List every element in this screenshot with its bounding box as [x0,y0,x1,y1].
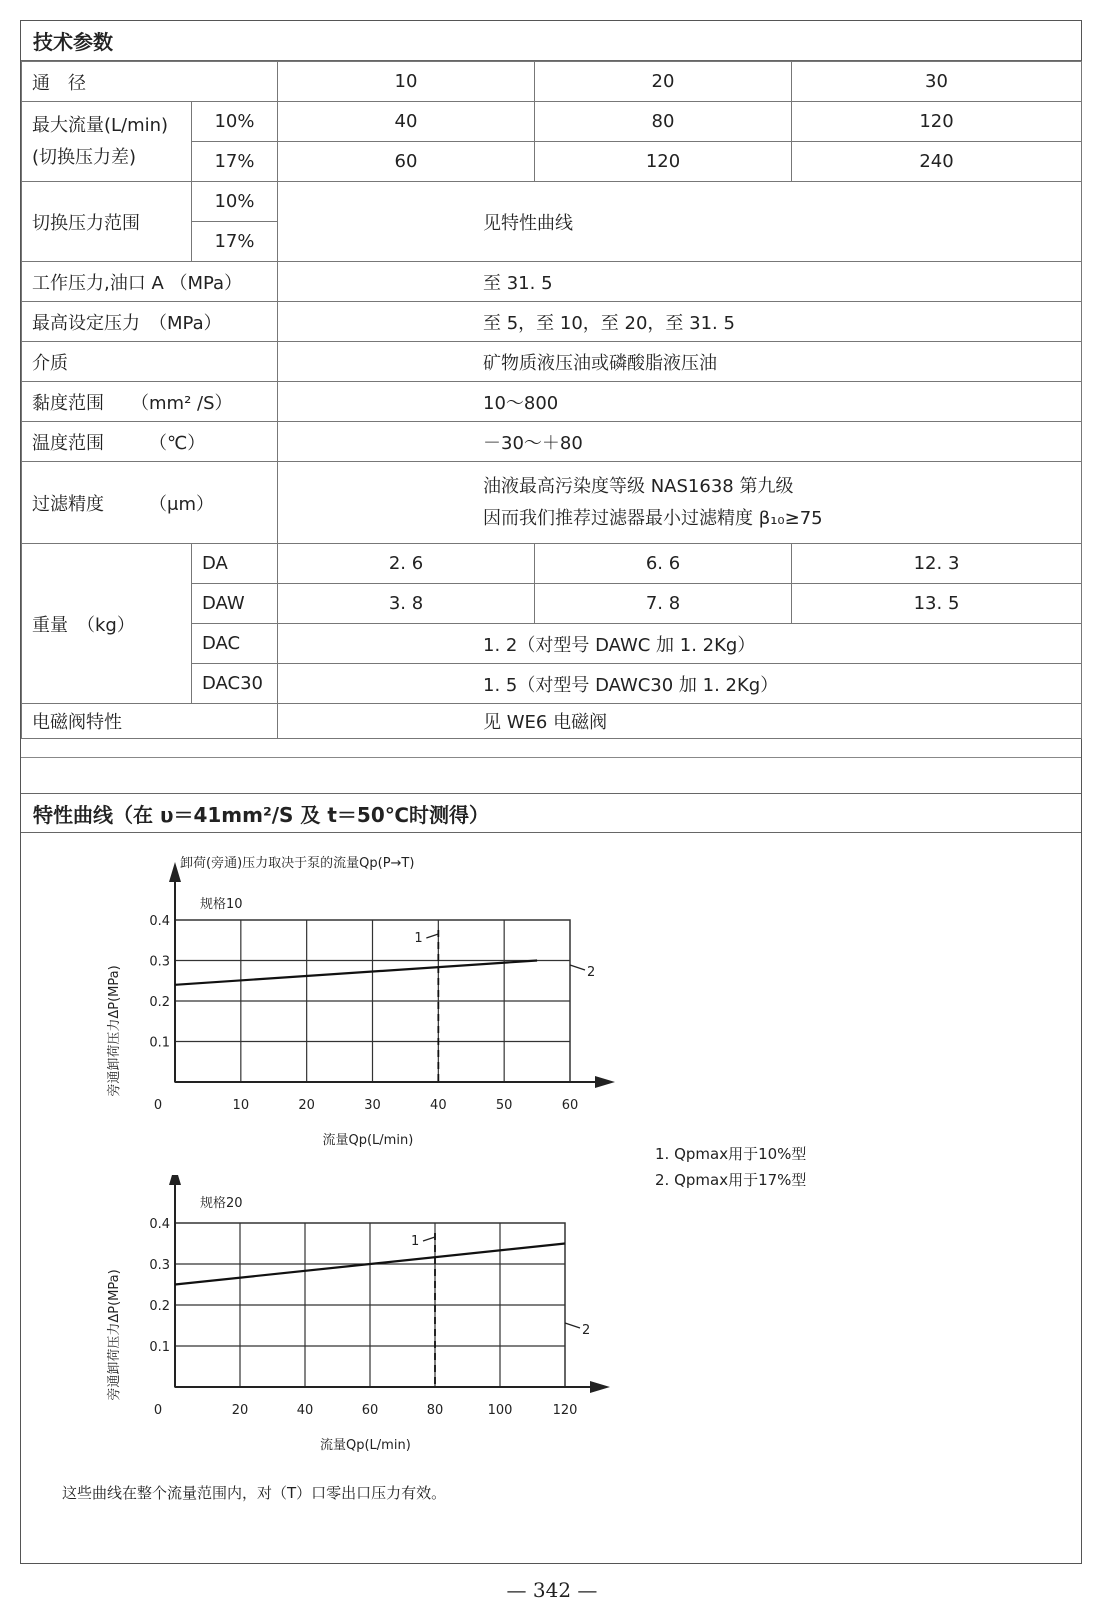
table-cell: 至 31. 5 [278,262,1082,302]
row-label: 介质 [22,342,278,382]
chart-svg [80,1175,640,1465]
x-tick-label: 50 [495,1098,513,1113]
x-tick-label: 0 [153,1403,163,1418]
chart-size-20 [80,1175,640,1465]
table-cell: 2. 6 [278,544,535,584]
table-cell: 1. 5（对型号 DAWC30 加 1. 2Kg） [278,664,1082,704]
annotation-label: 1 [414,931,423,946]
table-cell: 12. 3 [792,544,1082,584]
table-cell: 120 [792,102,1082,142]
x-tick-label: 10 [232,1098,250,1113]
y-tick-label: 0.2 [149,1299,170,1314]
y-tick-label: 0.2 [149,995,170,1010]
sub-label: DA [192,544,278,584]
row-label: 重量 （kg） [22,544,192,704]
row-label: 黏度范围 （mm² /S） [22,382,278,422]
chart-subtitle: 规格10 [200,897,243,912]
annotation-label: 2 [587,965,596,980]
table-cell: 6. 6 [535,544,792,584]
row-label: 切换压力范围 [22,182,192,262]
x-tick-label: 20 [298,1098,315,1113]
x-tick-label: 40 [296,1403,314,1418]
table-cell: 1. 2（对型号 DAWC 加 1. 2Kg） [278,624,1082,664]
x-axis-label: 流量Qp(L/min) [322,1133,414,1148]
annotation-leader [426,934,438,938]
page-number: — 342 — [506,1578,598,1602]
table-cell: 60 [278,142,535,182]
legend-note: 1. Qpmax用于10%型 [655,1145,807,1163]
table-row [22,342,1082,382]
sub-label: 17% [192,142,278,182]
table-cell: 3. 8 [278,584,535,624]
sub-label: DAC30 [192,664,278,704]
sub-label: DAC [192,624,278,664]
table-cell: 至 5，至 10，至 20，至 31. 5 [278,302,1082,342]
table-row [22,182,1082,222]
y-tick-label: 0.3 [149,954,170,970]
table-row [22,102,1082,142]
x-tick-label: 60 [361,1403,379,1418]
footer-note: 这些曲线在整个流量范围内，对（T）口零出口压力有效。 [62,1484,447,1502]
table-cell: 见 WE6 电磁阀 [278,704,1082,739]
table-row [22,62,1082,102]
y-axis-label: 旁通卸荷压力ΔP(MPa) [107,965,122,1097]
x-tick-label: 30 [364,1098,381,1113]
y-axis-label: 旁通卸荷压力ΔP(MPa) [107,1269,122,1401]
chart-svg [80,845,640,1170]
chart-title: 卸荷(旁通)压力取决于泵的流量Qp(P→T) [180,856,415,871]
table-row [22,262,1082,302]
y-tick-label: 0.1 [149,1035,170,1051]
x-tick-label: 0 [153,1098,163,1113]
legend-note: 2. Qpmax用于17%型 [655,1171,807,1189]
table-cell: 80 [535,102,792,142]
divider [21,757,1081,758]
label-line: 最大流量(L/min) [32,114,169,136]
table-cell: 10 [278,62,535,102]
section-title: 技术参数 [21,21,1081,61]
y-tick-label: 0.3 [149,1258,170,1273]
table-row [22,422,1082,462]
sub-label: DAW [192,584,278,624]
x-axis-arrow [590,1381,610,1393]
x-tick-label: 120 [552,1403,578,1418]
annotation-label: 2 [582,1323,591,1338]
x-tick-label: 80 [426,1403,444,1418]
annotation-leader [565,1323,580,1328]
x-tick-label: 100 [487,1403,513,1418]
row-label: 工作压力,油口 A （MPa） [22,262,278,302]
table-row [22,382,1082,422]
x-axis-arrow [595,1076,615,1088]
spec-table [21,61,1082,739]
sub-label: 10% [192,182,278,222]
table-cell: 240 [792,142,1082,182]
row-label: 电磁阀特性 [22,704,278,739]
sub-label: 10% [192,102,278,142]
table-cell: 20 [535,62,792,102]
annotation-leader [570,965,585,970]
table-cell: 120 [535,142,792,182]
y-axis-arrow [169,1175,181,1185]
x-tick-label: 60 [561,1098,579,1113]
row-label: 最高设定压力 （MPa） [22,302,278,342]
annotation-leader [423,1237,435,1241]
table-row [22,544,1082,584]
row-label: 过滤精度 （μm） [22,462,278,544]
table-cell: －30～＋80 [278,422,1082,462]
table-row [22,302,1082,342]
annotation-label: 1 [411,1234,420,1249]
chart-subtitle: 规格20 [200,1196,243,1211]
row-label: 温度范围 （℃） [22,422,278,462]
row-label: 通 径 [22,62,278,102]
table-cell: 40 [278,102,535,142]
table-cell: 7. 8 [535,584,792,624]
value-line: 油液最高污染度等级 NAS1638 第九级 [483,475,794,497]
curves-title: 特性曲线（在 υ＝41mm²/S 及 t＝50℃时测得） [21,793,1081,833]
y-tick-label: 0.4 [149,914,170,929]
sub-label: 17% [192,222,278,262]
x-tick-label: 40 [430,1098,447,1113]
row-label [22,102,192,182]
value-line: 因而我们推荐过滤器最小过滤精度 β₁₀≥75 [483,507,823,529]
x-tick-label: 20 [231,1403,249,1418]
y-tick-label: 0.4 [149,1217,170,1232]
table-cell: 13. 5 [792,584,1082,624]
table-cell [278,462,1082,544]
x-axis-label: 流量Qp(L/min) [320,1438,411,1453]
table-cell: 10～800 [278,382,1082,422]
table-cell: 30 [792,62,1082,102]
series-line [175,961,537,985]
label-line: (切换压力差) [32,146,137,168]
table-cell: 见特性曲线 [278,182,1082,262]
y-tick-label: 0.1 [149,1340,170,1355]
chart-size-10 [80,845,640,1170]
table-row [22,704,1082,739]
table-cell: 矿物质液压油或磷酸脂液压油 [278,342,1082,382]
table-row [22,462,1082,544]
